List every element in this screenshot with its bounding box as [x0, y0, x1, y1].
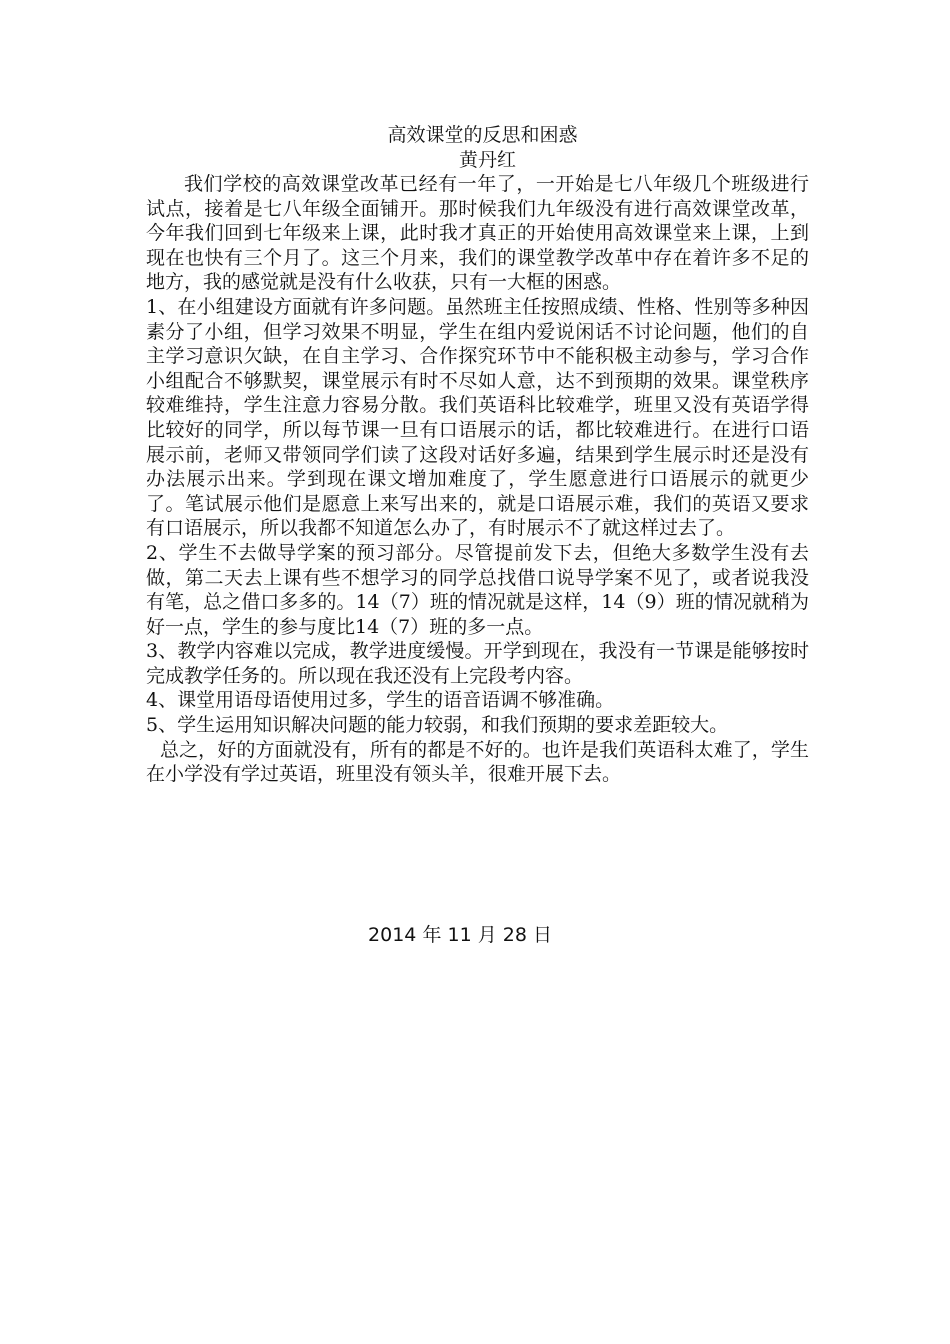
document-author: 黄丹红	[458, 149, 516, 171]
paragraph-point-1: 1、在小组建设方面就有许多问题。虽然班主任按照成绩、性格、性别等多种因素分了小组，但学习效果不明显，学生在组内爱说闲话不讨论问题，他们的自主学习意识欠缺，在自主学习、合作探究环节中不能积极主动参与，学习合作小组配合不够默契，课堂展示有时不尽如人意，达不到预期的效果。课堂秩序较难维持，学生注意力容易分散。我们英语科比较难学，班里又没有英语学得比较好的同学，所以每节课一旦有口语展示的话，都比较难进行。在进行口语展示前，老师又带领同学们读了这段对话好多遍，结果到学生展示时还是没有办法展示出来。学到现在课文增加难度了，学生愿意进行口语展示的就更少了。笔试展示他们是愿意上来写出来的，就是口语展示难，我们的英语又要求有口语展示，所以我都不知道怎么办了，有时展示不了就这样过去了。	[146, 295, 809, 540]
paragraph-point-4: 4、课堂用语母语使用过多，学生的语音语调不够准确。	[146, 689, 615, 712]
paragraph-conclusion: 总之，好的方面就没有，所有的都是不好的。也许是我们英语科太难了，学生在小学没有学过英语，班里没有领头羊，很难开展下去。	[146, 738, 809, 786]
document-date: 2014 年 11 月 28 日	[368, 924, 552, 946]
paragraph-intro: 我们学校的高效课堂改革已经有一年了，一开始是七八年级几个班级进行试点，接着是七八年级全面铺开。那时候我们九年级没有进行高效课堂改革，今年我们回到七年级来上课，此时我才真正的开始使用高效课堂来上课，上到现在也快有三个月了。这三个月来，我们的课堂教学改革中存在着许多不足的地方，我的感觉就是没有什么收获，只有一大框的困惑。	[146, 173, 809, 294]
paragraph-point-5: 5、学生运用知识解决问题的能力较弱，和我们预期的要求差距较大。	[146, 714, 729, 737]
document-title: 高效课堂的反思和困惑	[387, 124, 578, 146]
document-body	[146, 122, 809, 787]
paragraph-point-3: 3、教学内容难以完成，教学进度缓慢。开学到现在，我没有一节课是能够按时完成教学任务的。所以现在我还没有上完段考内容。	[146, 640, 809, 687]
document-date-line	[0, 920, 950, 947]
paragraph-point-2: 2、学生不去做导学案的预习部分。尽管提前发下去，但绝大多数学生没有去做，第二天去上课有些不想学习的同学总找借口说导学案不见了，或者说我没有笔，总之借口多多的。14（7）班的情况就是这样，14（9）班的情况就稍为好一点，学生的参与度比14（7）班的多一点。	[146, 541, 809, 638]
